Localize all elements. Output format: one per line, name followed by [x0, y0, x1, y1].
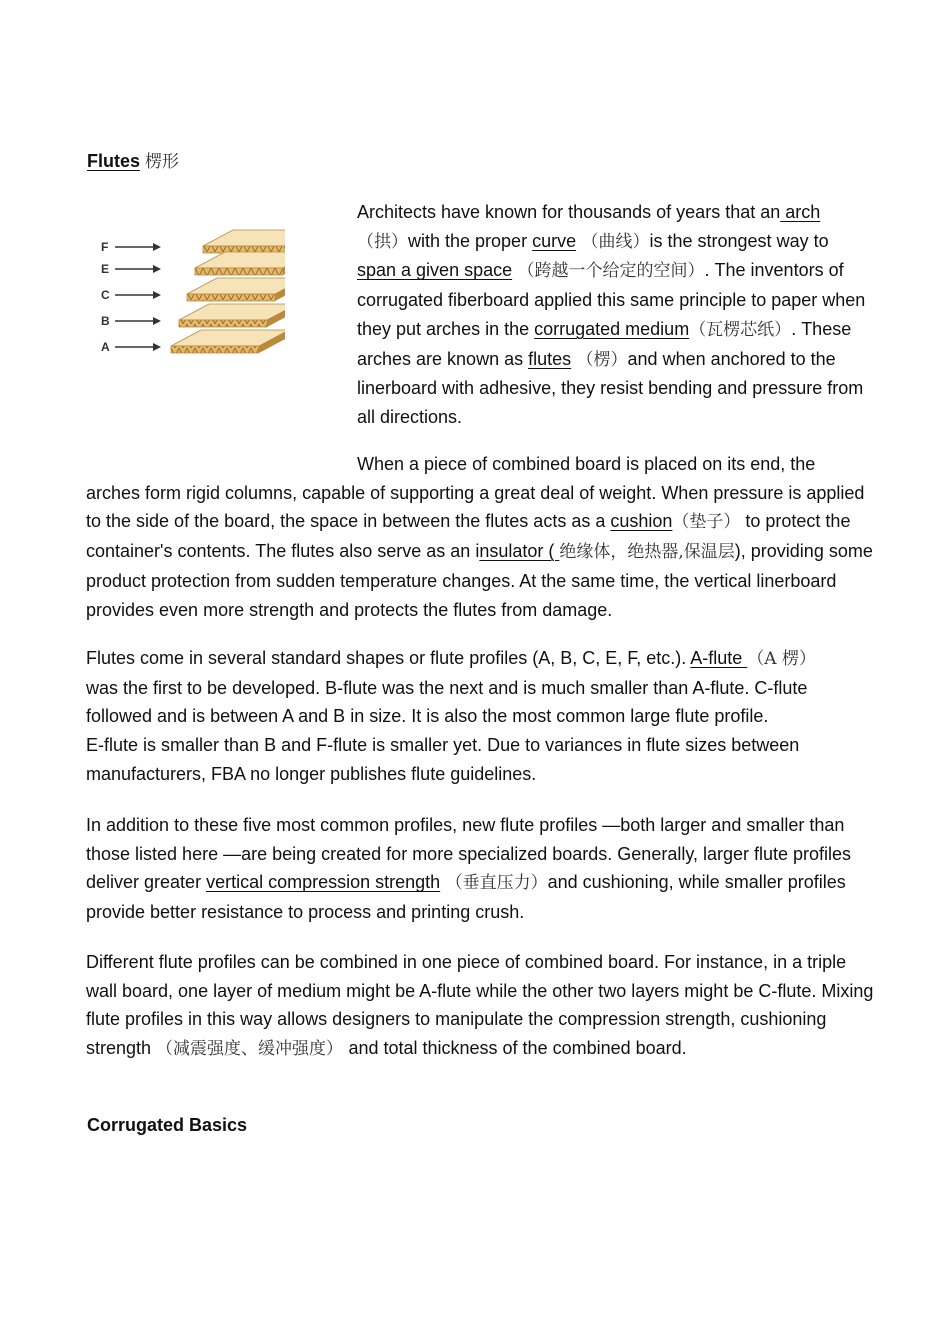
term-arch: arch — [780, 202, 821, 222]
board-flutes-a — [171, 346, 259, 353]
board-flutes-e — [195, 268, 283, 275]
layer-label-b: B — [101, 314, 110, 328]
arrow-head-a — [153, 343, 161, 351]
term-span: span a given space — [357, 260, 513, 281]
term-cushion: cushion — [610, 511, 673, 532]
board-top-b — [179, 304, 285, 320]
term-a-flute: A-flute — [690, 648, 748, 668]
layer-label-a: A — [101, 340, 110, 354]
term-vertical-compression: vertical compression strength — [206, 872, 441, 893]
paragraph-profiles: Flutes come in several standard shapes or flute profiles (A, B, C, E, F, etc.). A-flute （A 楞） was the first to be developed. B-flute was the next and is much smaller than A-flute. C-flute followed and is between A and B in size. It is also the most common large flute profile. E-flute is smaller than B and F-flute is smaller yet. Due to variances in flute sizes between manufacturers, FBA no longer publishes flute guidelines. — [86, 648, 816, 784]
paragraph-arches: Architects have known for thousands of years that an arch （拱）with the proper curve （曲线）is the strongest way to span a given space （跨越一个给定的空间）. The inventors of corrugated fiberboard applied this same principle to paper when they put arches in the corrugated medium（瓦楞芯纸）. These arches are known as flutes （楞）and when anchored to the linerboard with adhesive, they resist bending and pressure from all directions. — [357, 202, 866, 427]
board-flutes-c — [187, 294, 275, 301]
layer-label-c: C — [101, 288, 110, 302]
board-top-e — [195, 252, 285, 268]
board-top-f — [203, 230, 285, 246]
term-medium: corrugated medium — [534, 318, 690, 339]
arrow-head-e — [153, 265, 161, 273]
term-flutes: flutes — [528, 348, 572, 369]
title-chinese: 楞形 — [145, 152, 180, 172]
flute-profiles-diagram — [95, 212, 285, 382]
arrow-head-b — [153, 317, 161, 325]
board-top-c — [187, 278, 285, 294]
layer-label-e: E — [101, 262, 110, 276]
term-curve: curve — [532, 230, 577, 251]
paragraph-combined: Different flute profiles can be combined in one piece of combined board. For instance, in a triple wall board, one layer of medium might be A-flute while the other two layers might be C-flute. Mixing flute profiles in this way allows designers to manipulate the compression strength, cushioning strength （减震强度、缓冲强度） and total thickness of the combined board. — [86, 952, 874, 1060]
section-title — [87, 147, 179, 172]
paragraph-columns: When a piece of combined board is placed on its end, the arches form rigid columns, capable of supporting a great deal of weight. When pressure is applied to the side of the board, the space in between the flutes acts as a cushion（垫子） to protect the container's contents. The flutes also serve as an insulator ( 绝缘体，绝热器,保温层), providing some product protection from sudden temperature changes. At the same time, the vertical linerboard provides even more strength and protects the flutes from damage. — [86, 454, 873, 620]
board-flutes-b — [179, 320, 267, 327]
layer-label-f: F — [101, 240, 109, 254]
subheading-corrugated-basics: Corrugated Basics — [87, 1115, 248, 1135]
term-insulator: nsulator ( — [479, 541, 560, 562]
paragraph-new-profiles: In addition to these five most common profiles, new flute profiles —both larger and smaller than those listed here —are being created for more specialized boards. Generally, larger flute profiles deliver greater vertical compression strength （垂直压力）and cushioning, while smaller profiles provide better resistance to process and printing crush. — [86, 815, 852, 923]
arrow-head-f — [153, 243, 161, 251]
arrow-head-c — [153, 291, 161, 299]
title-text: Flutes — [87, 151, 141, 171]
